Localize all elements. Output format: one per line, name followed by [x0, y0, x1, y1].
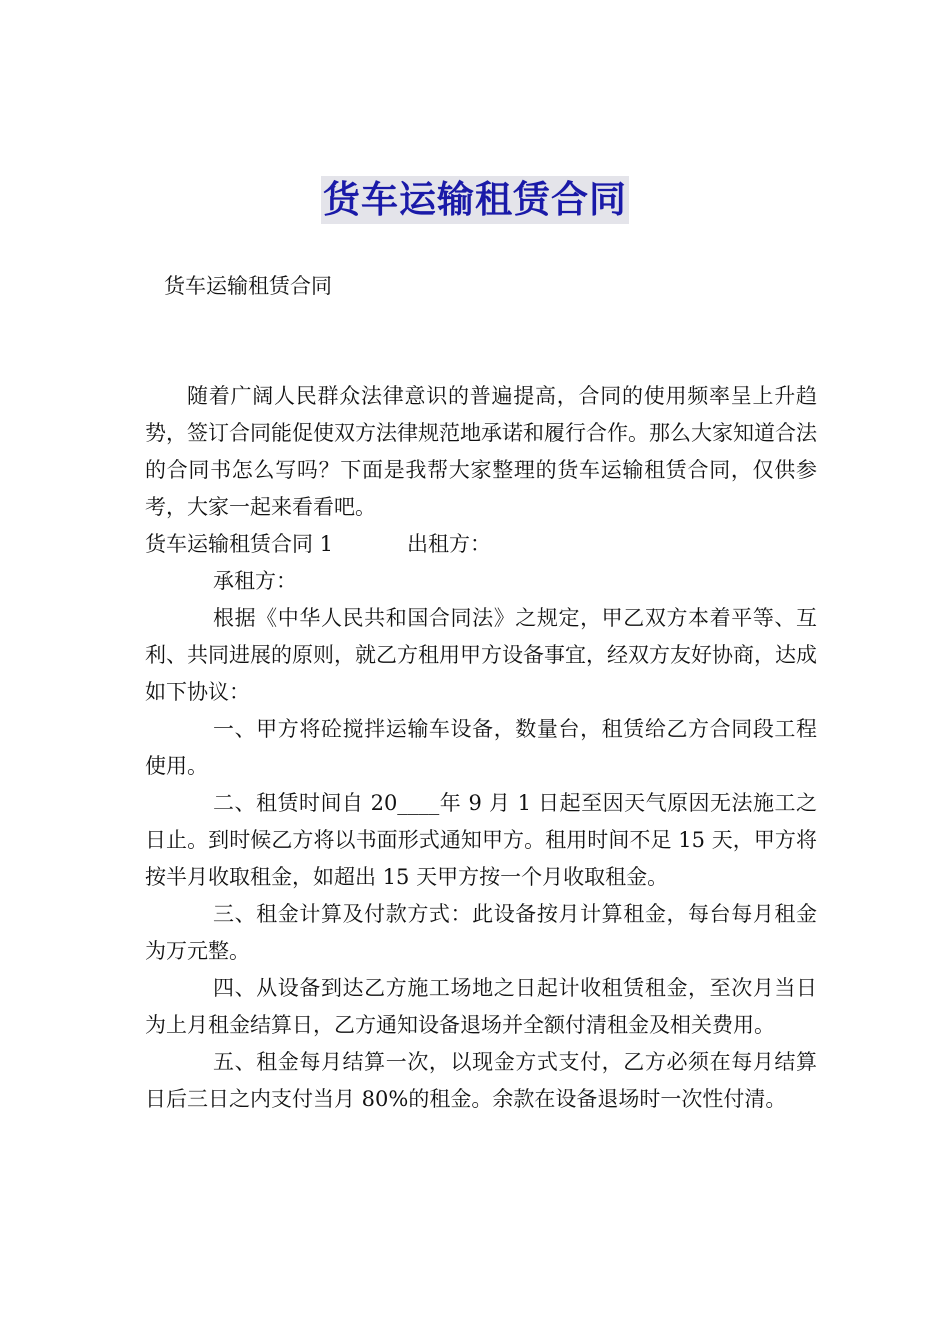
lessee-label: 承租方： [213, 569, 297, 593]
preamble-paragraph: 根据《中华人民共和国合同法》之规定，甲乙双方本着平等、互利、共同进展的原则，就乙方租用甲方设备事宜，经双方友好协商，达成如下协议： [145, 606, 817, 704]
clause-4: 四、从设备到达乙方施工场地之日起计收租赁租金，至次月当日为上月租金结算日，乙方通知设备退场并全额付清租金及相关费用。 [145, 976, 817, 1037]
contract-heading-line [145, 526, 817, 563]
title-container [0, 176, 950, 224]
intro-paragraph: 随着广阔人民群众法律意识的普遍提高，合同的使用频率呈上升趋势，签订合同能促使双方法律规范地承诺和履行合作。那么大家知道合法的合同书怎么写吗？下面是我帮大家整理的货车运输租赁合同，仅供参考，大家一起来看看吧。 [145, 384, 817, 519]
clause-2: 二、租赁时间自 20____年 9 月 1 日起至因天气原因无法施工之日止。到时候乙方将以书面形式通知甲方。租用时间不足 15 天，甲方将按半月收取租金，如超出 15 天甲方按一个月收取租金。 [145, 791, 817, 889]
contract-heading: 货车运输租赁合同 1 [145, 532, 334, 556]
clause-5: 五、租金每月结算一次，以现金方式支付，乙方必须在每月结算日后三日之内支付当月 80%的租金。余款在设备退场时一次性付清。 [145, 1050, 817, 1111]
document-body [145, 378, 817, 1118]
lessor-label: 出租方： [407, 532, 491, 556]
clause-1: 一、甲方将砼搅拌运输车设备，数量台，租赁给乙方合同段工程使用。 [145, 717, 817, 778]
clause-3: 三、租金计算及付款方式：此设备按月计算租金，每台每月租金为万元整。 [145, 902, 817, 963]
document-title: 货车运输租赁合同 [321, 176, 629, 224]
document-subtitle: 货车运输租赁合同 [164, 274, 332, 298]
